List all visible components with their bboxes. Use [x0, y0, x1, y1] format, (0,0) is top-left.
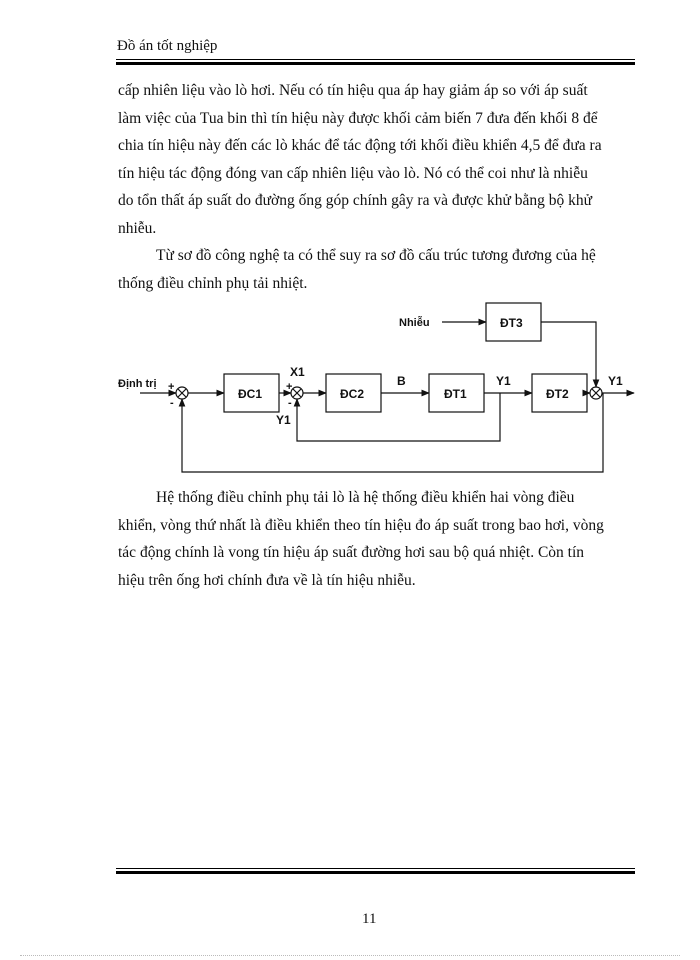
paragraph-line: hiệu trên ống hơi chính đưa về là tín hiệu nhiễu. — [118, 571, 416, 589]
footer-rule-thin — [116, 868, 635, 869]
block-dt3-label: ĐT3 — [500, 316, 523, 330]
document-header-title: Đồ án tốt nghiệp — [117, 38, 218, 54]
block-dc1-label: ĐC1 — [238, 387, 263, 401]
minus-sign-1: - — [170, 397, 174, 409]
setpoint-label: Định trị — [118, 378, 157, 390]
paragraph-line: tác động chính là vong tín hiệu áp suất đường hơi sau bộ quá nhiệt. Còn tín — [118, 544, 585, 561]
paragraph-line: Hệ thống điều chỉnh phụ tải lò là hệ thống điều khiển hai vòng điều — [156, 489, 575, 506]
block-dt2-label: ĐT2 — [546, 387, 569, 401]
page-bottom-dotted-line — [20, 955, 680, 956]
summing-junction-3 — [590, 387, 602, 399]
block-dc2-label: ĐC2 — [340, 387, 365, 401]
paragraph-line: nhiễu. — [118, 219, 157, 237]
paragraph-line: thống điều chỉnh phụ tải nhiệt. — [118, 274, 308, 292]
paragraph-line: cấp nhiên liệu vào lò hơi. Nếu có tín hiệu qua áp hay giảm áp so với áp suất — [118, 82, 588, 99]
footer-rule-thick — [116, 871, 635, 874]
minus-sign-2: - — [288, 397, 292, 409]
paragraph-3 — [118, 484, 632, 594]
paragraph-line: khiển, vòng thứ nhất là điều khiển theo tín hiệu đo áp suất trong bao hơi, vòng — [118, 516, 604, 534]
summing-junction-2 — [291, 387, 303, 399]
paragraph-line: do tổn thất áp suất do đường ống góp chính gây ra và được khử bằng bộ khử — [118, 192, 593, 209]
b-label: B — [397, 374, 406, 388]
block-dt1-label: ĐT1 — [444, 387, 467, 401]
paragraph-line: Từ sơ đồ công nghệ ta có thể suy ra sơ đồ cấu trúc tương đương của hệ — [156, 247, 596, 264]
paragraph-line: làm việc của Tua bin thì tín hiệu này được khối cảm biến 7 đưa đến khối 8 để — [118, 109, 598, 127]
plus-sign-2: + — [286, 381, 293, 393]
page-number: 11 — [362, 911, 377, 927]
paragraph-line: tín hiệu tác động đóng van cấp nhiên liệu vào lò. Nó có thể coi như là nhiễu — [118, 164, 588, 182]
y1-label-dt1: Y1 — [496, 374, 511, 388]
y1-feedback-label: Y1 — [276, 413, 291, 427]
disturbance-label: Nhiễu — [399, 317, 430, 329]
paragraph-line: chia tín hiệu này đến các lò khác để tác động tới khối điều khiển 4,5 để đưa ra — [118, 137, 602, 154]
plus-sign-1: + — [168, 381, 175, 393]
y1-output-label: Y1 — [608, 374, 623, 388]
x1-label: X1 — [290, 365, 305, 379]
summing-junction-1 — [176, 387, 188, 399]
